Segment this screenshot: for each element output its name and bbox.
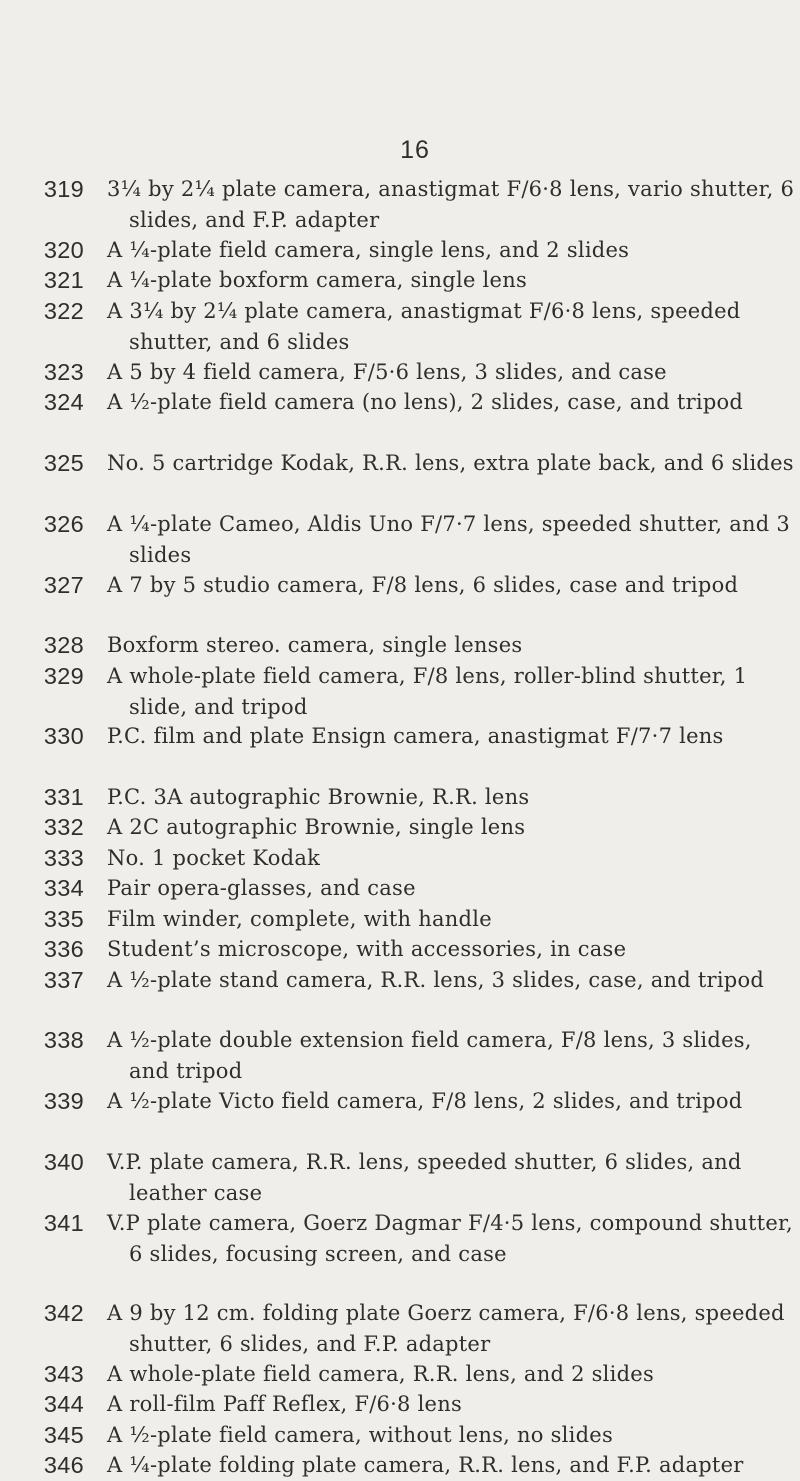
lot-number: 326 xyxy=(43,511,84,537)
lot-number: 327 xyxy=(43,572,84,598)
lot-number: 335 xyxy=(43,906,84,932)
lot-description: A 7 by 5 studio camera, F/8 lens, 6 slides, case and tripod xyxy=(107,573,739,597)
lot-description: Student’s microscope, with accessories, in case xyxy=(107,937,627,961)
lot-description: A whole-plate field camera, R.R. lens, and 2 slides xyxy=(107,1362,654,1386)
lot-description: Film winder, complete, with handle xyxy=(107,907,492,931)
lot-description: P.C. film and plate Ensign camera, anastigmat F/7·7 lens xyxy=(107,724,724,748)
lot-description: V.P plate camera, Goerz Dagmar F/4·5 lens, compound shutter, 6 slides, focusing screen, and case xyxy=(107,1211,793,1266)
lot-number: 338 xyxy=(43,1027,84,1053)
lot-description: No. 1 pocket Kodak xyxy=(107,846,321,870)
lot-description: A 3¼ by 2¼ plate camera, anastigmat F/6·8 lens, speeded shutter, and 6 slides xyxy=(107,299,741,354)
lot-description: A ¼-plate folding plate camera, R.R. lens, and F.P. adapter xyxy=(107,1453,744,1477)
lot-number: 332 xyxy=(43,814,84,840)
lot-description: A ¼-plate boxform camera, single lens xyxy=(107,268,527,292)
lot-description: A ½-plate double extension field camera, F/8 lens, 3 slides, and tripod xyxy=(107,1028,752,1083)
lot-number: 339 xyxy=(43,1088,84,1114)
lot-number: 324 xyxy=(43,389,84,415)
lot-description: 3¼ by 2¼ plate camera, anastigmat F/6·8 lens, vario shutter, 6 slides, and F.P. adapter xyxy=(107,177,795,232)
lot-number: 322 xyxy=(43,298,84,324)
lot-number: 321 xyxy=(43,267,84,293)
lot-number: 341 xyxy=(43,1210,84,1236)
lot-number: 336 xyxy=(43,936,84,962)
lot-description: A ¼-plate field camera, single lens, and 2 slides xyxy=(107,238,630,262)
lot-description: A 2C autographic Brownie, single lens xyxy=(107,815,526,839)
lot-description: A 9 by 12 cm. folding plate Goerz camera, F/6·8 lens, speeded shutter, 6 slides, and F.P. adapter xyxy=(107,1301,785,1356)
lot-number: 320 xyxy=(43,237,84,263)
lot-description: A ½-plate field camera (no lens), 2 slides, case, and tripod xyxy=(107,390,744,414)
lot-number: 334 xyxy=(43,875,84,901)
lot-description: V.P. plate camera, R.R. lens, speeded shutter, 6 slides, and leather case xyxy=(107,1150,742,1205)
lot-number: 346 xyxy=(43,1452,84,1478)
lot-description: P.C. 3A autographic Brownie, R.R. lens xyxy=(107,785,530,809)
lot-description: Boxform stereo. camera, single lenses xyxy=(107,633,523,657)
lot-number: 325 xyxy=(43,450,84,476)
lot-description: Pair opera-glasses, and case xyxy=(107,876,416,900)
lot-description: A ½-plate stand camera, R.R. lens, 3 slides, case, and tripod xyxy=(107,968,765,992)
lot-number: 329 xyxy=(43,663,84,689)
lot-description: A roll-film Paff Reflex, F/6·8 lens xyxy=(107,1392,463,1416)
lot-number: 323 xyxy=(43,359,84,385)
lot-number: 337 xyxy=(43,967,84,993)
lot-description: No. 5 cartridge Kodak, R.R. lens, extra plate back, and 6 slides xyxy=(107,451,794,475)
page-number: 16 xyxy=(400,136,430,164)
lot-description: A 5 by 4 field camera, F/5·6 lens, 3 slides, and case xyxy=(107,360,667,384)
lot-number: 331 xyxy=(43,784,84,810)
lot-number: 319 xyxy=(43,176,84,202)
lot-description: A whole-plate field camera, F/8 lens, roller-blind shutter, 1 slide, and tripod xyxy=(107,664,748,719)
lot-number: 344 xyxy=(43,1391,84,1417)
lot-number: 330 xyxy=(43,723,84,749)
lot-description: A ½-plate Victo field camera, F/8 lens, 2 slides, and tripod xyxy=(107,1089,743,1113)
lot-number: 342 xyxy=(43,1300,84,1326)
lot-number: 333 xyxy=(43,845,84,871)
lot-number: 328 xyxy=(43,632,84,658)
lot-number: 343 xyxy=(43,1361,84,1387)
lot-number: 340 xyxy=(43,1149,84,1175)
lot-description: A ¼-plate Cameo, Aldis Uno F/7·7 lens, speeded shutter, and 3 slides xyxy=(107,512,791,567)
lot-number: 345 xyxy=(43,1422,84,1448)
lot-description: A ½-plate field camera, without lens, no slides xyxy=(107,1423,613,1447)
